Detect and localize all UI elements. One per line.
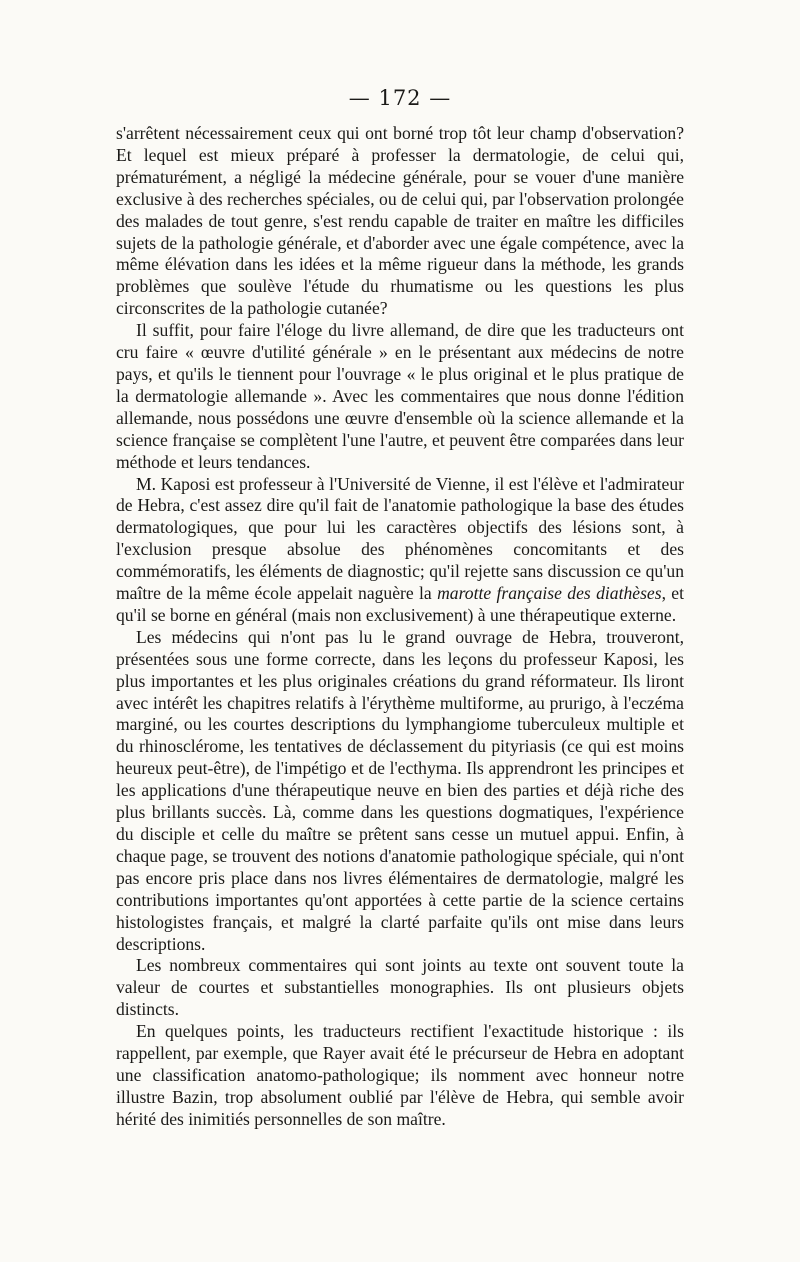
body-text [116, 123, 684, 1131]
paragraph-kaposi-italic: marotte française des diathèses [437, 583, 662, 604]
page-number: — 172 — [348, 86, 452, 110]
paragraph-commentaires: Les nombreux commentaires qui sont joints au texte ont souvent toute la valeur de courtes et substantielles monographies. Ils ont plusieurs objets distincts. [116, 955, 684, 1020]
paragraph-medecins: Les médecins qui n'ont pas lu le grand ouvrage de Hebra, trouveront, présentées sous une forme correcte, dans les leçons du professeur Kaposi, les plus importantes et les plus originales créations du grand réformateur. Ils liront avec intérêt les chapitres relatifs à l'érythème multiforme, au prurigo, à l'eczéma marginé, ou les courtes descriptions du lymphangiome tuberculeux multiple et du rhinosclérome, les tentatives de déclassement du pityriasis (ce qui est moins heureux peut-être), de l'impétigo et de l'ecthyma. Ils apprendront les principes et les applications d'une thérapeutique neuve en bien des parties et déjà riche des plus brillants succès. Là, comme dans les questions dogmatiques, l'expérience du disciple et celle du maître se prêtent sans cesse un mutuel appui. Enfin, à chaque page, se trouvent des notions d'anatomie pathologique spéciale, qui n'ont pas encore pris place dans nos livres élémentaires de dermatologie, malgré les contributions importantes qu'ont apportées à cette partie de la science certains histologistes français, et malgré la clarté parfaite qu'ils ont mise dans leurs descriptions. [116, 626, 684, 954]
paragraph-eloge: Il suffit, pour faire l'éloge du livre allemand, de dire que les traducteurs ont cru faire « œuvre d'utilité générale » en le présentant aux médecins de notre pays, et qu'ils le tiennent pour l'ouvrage « le plus original et le plus pratique de la dermatologie allemande ». Avec les commentaires que nous donne l'édition allemande, nous possédons une œuvre d'ensemble où la science allemande et la science française se complètent l'une l'autre, et peuvent être comparées dans leur méthode et leurs tendances. [116, 320, 684, 472]
paragraph-kaposi-text-1: M. Kaposi est professeur à l'Université de Vienne, il est l'élève et l'admirateur de Hebra, c'est assez dire qu'il fait de l'anatomie pathologique la base des études dermatologiques, que pour lui les caractères objectifs des lésions sont, à l'exclusion presque absolue des phénomènes concomitants et des commémoratifs, les éléments de diagnostic; qu'il rejette sans discussion ce qu'un maître de la même école appelait naguère la [116, 473, 684, 604]
paragraph-continuation: s'arrêtent nécessairement ceux qui ont borné trop tôt leur champ d'observation? Et lequel est mieux préparé à professer la dermatologie, de celui qui, prématurément, a négligé la médecine générale, pour se vouer d'une manière exclusive à des recherches spéciales, ou de celui qui, par l'observation prolongée des malades de tout genre, s'est rendu capable de traiter en maître les difficiles sujets de la pathologie générale, et d'aborder avec une égale compétence, avec la même élévation dans les idées et la même rigueur dans la méthode, les grands problèmes que soulève l'étude du rhumatisme ou les questions les plus circonscrites de la pathologie cutanée? [116, 123, 684, 319]
paragraph-kaposi [116, 474, 684, 627]
paragraph-kaposi-text-2: , et qu'il se borne en général (mais non exclusivement) à une thérapeutique externe. [116, 583, 685, 625]
paragraph-traducteurs: En quelques points, les traducteurs rectifient l'exactitude historique : ils rappellent, par exemple, que Rayer avait été le précurseur de Hebra en adoptant une classification anatomo-pathologique; ils nomment avec honneur notre illustre Bazin, trop absolument oublié par l'élève de Hebra, qui semble avoir hérité des inimitiés personnelles de son maître. [116, 1021, 684, 1129]
